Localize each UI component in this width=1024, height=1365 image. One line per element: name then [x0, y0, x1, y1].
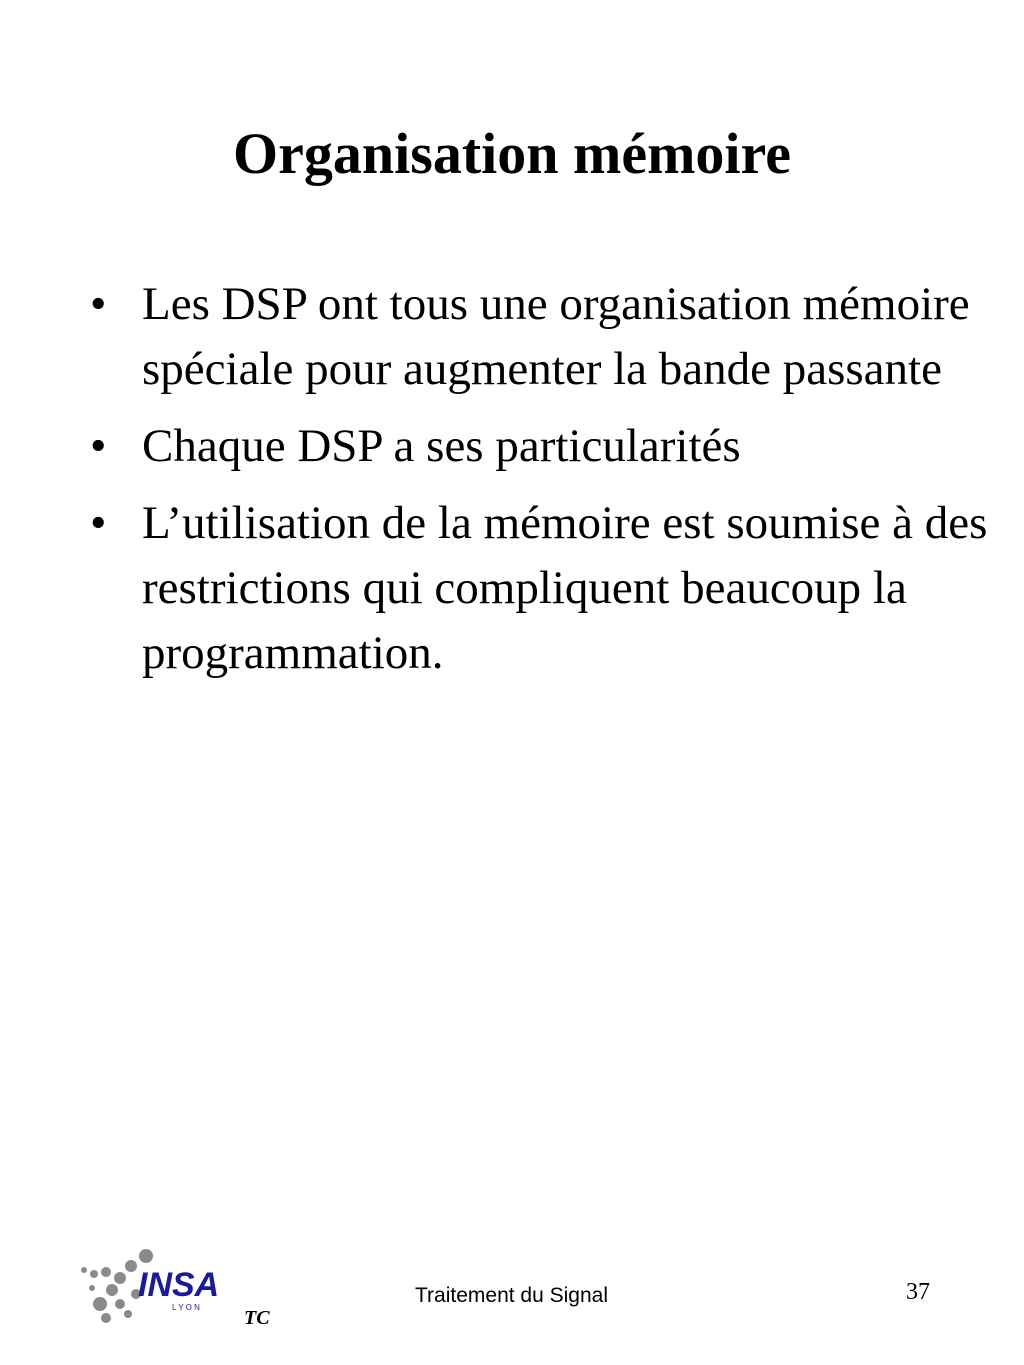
slide-title: Organisation mémoire [233, 121, 791, 186]
page-number: 37 [906, 1279, 930, 1305]
bullet-icon: • [90, 278, 107, 330]
bullet-text: Les DSP ont tous une organisation mémoire spéciale pour augmenter la bande passante [142, 278, 970, 395]
bullet-icon: • [90, 497, 107, 549]
bullet-list [0, 272, 1000, 698]
department-label: TC [244, 1307, 270, 1329]
footer-title: Traitement du Signal [415, 1284, 608, 1307]
insa-logo [76, 1248, 236, 1328]
bullet-item [0, 272, 1000, 402]
bullet-text: Chaque DSP a ses particularités [142, 420, 741, 472]
bullet-item [0, 414, 1000, 479]
logo-subtext: L Y O N [172, 1303, 200, 1312]
bullet-text: L’utilisation de la mémoire est soumise à des restrictions qui compliquent beaucoup la programmation. [142, 497, 988, 679]
logo-wordmark: INSA [138, 1266, 220, 1304]
bullet-item [0, 491, 1000, 686]
bullet-icon: • [90, 420, 107, 472]
